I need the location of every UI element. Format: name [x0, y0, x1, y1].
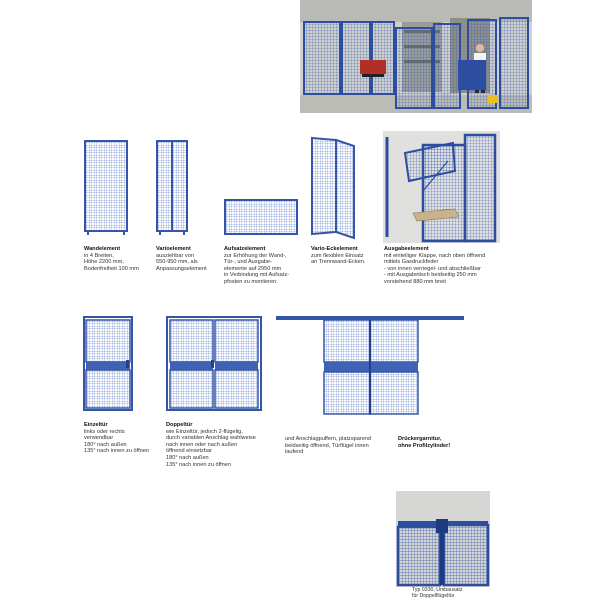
einzeltuer-drawing: [82, 316, 134, 412]
ausgabeelement-photo: [383, 131, 500, 243]
drucker-note: Drückergarnitur, ohne Profilzylinder!: [398, 436, 451, 449]
caption-ausgabeelement: Ausgabeelement mit einteiliger Klappe, nach oben öffnend mittels Gasdruckfeder - von innen verriegel- und abschließbar - mit Ausgabetisch beidseitig 250 mm vorstehend 880 mm breit: [384, 246, 486, 285]
retrofit-photo: [396, 491, 490, 587]
caption-doppeltuer: Doppeltür wie Einzeltür, jedoch 2-flügelig, durch variablen Anschlag wahlweise nach innen oder nach außen öffnend einsetzbar 180° nach außen 135° nach innen zu öffnen: [166, 422, 256, 468]
doppeltuer-drawing: [166, 316, 262, 412]
retrofit-caption: Typ 0330, Umbausatz für Doppelflügeltür: [412, 587, 463, 599]
caption-wandelement: Wandelement in 4 Breiten, Höhe 2200 mm, Bodenfreiheit 100 mm: [84, 246, 139, 272]
vario-eckelement-drawing: [310, 136, 356, 242]
varioelement-drawing: [156, 140, 188, 236]
warehouse-photo: [300, 0, 532, 113]
caption-varioelement: Varioelement ausziehbar von 550-950 mm, als Anpassungselement: [156, 246, 207, 272]
caption-vario-eckelement: Vario-Eckelement zum flexiblen Einsatz an Trennwand-Ecken.: [311, 246, 366, 266]
aufsatzelement-drawing: [224, 199, 298, 237]
schiebetuer-drawing: [276, 314, 464, 418]
wandelement-drawing: [84, 140, 128, 236]
caption-schiebetuer: und Anschlagpuffern, platzsparend beidseitig öffnend, Türflügel innen laufend: [285, 436, 372, 456]
caption-aufsatzelement: Aufsatzelement zur Erhöhung der Wand-, Tür-, und Ausgabe- elemente auf 2950 mm in Verbindung mit Aufsatz- pfosten zu montieren.: [224, 246, 289, 285]
caption-einzeltuer: Einzeltür links oder rechts verwendbar 180° nach außen 135° nach innen zu öffnen: [84, 422, 149, 455]
